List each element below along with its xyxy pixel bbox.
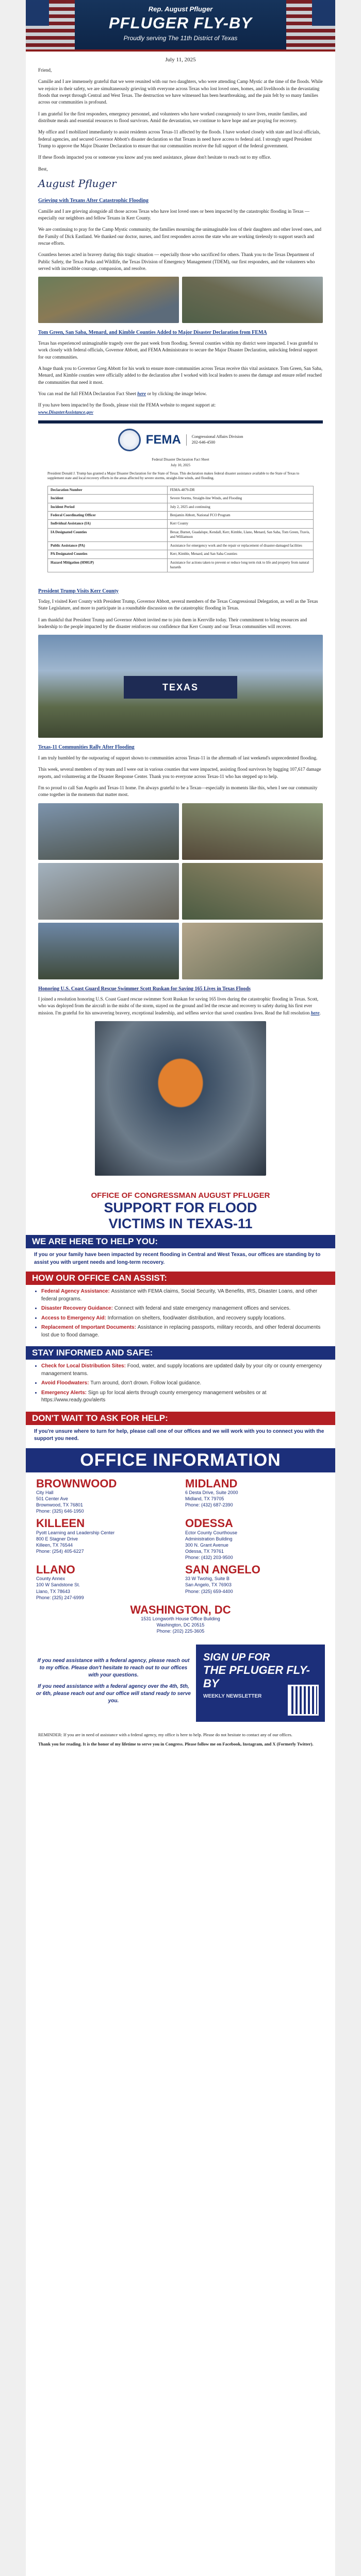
list-item-label: Check for Local Distribution Sites: [41, 1363, 127, 1369]
fema-visit-text: If you have been impacted by the floods, please visit the FEMA website to request support at: [38, 402, 216, 408]
fema-table-row [48, 512, 314, 520]
fema-table-row [48, 486, 314, 494]
coast-guard-photo [95, 1021, 266, 1176]
community-photo [182, 863, 323, 920]
newsletter-header [26, 0, 335, 52]
section-paragraph: I joined a resolution honoring U.S. Coast Guard rescue swimmer Scott Ruskan for saving 165 lives during the catastrophic flooding in Texas. Scott, who was deployed from the aircraft in the midst of the storm, stayed on the ground and led the rescue and recovery to safety during his first ever mission. I'm grateful for his unwavering bravery, exceptional leadership, and selfless service that saved countless lives. Read the full resolution here. [38, 996, 321, 1015]
office-card [36, 1604, 325, 1635]
header-subtitle: Proudly serving The 11th District of Texas [123, 35, 238, 42]
section-paragraph: Countless heroes acted in bravery during this tragic situation — especially those who sacrificed for others. Thank you to the Texas Department of Public Safety, the Texas Parks and Wildlife, the Texas Division of Emergency Management (TDEM), our first responders, and the volunteers who served with incredible courage, compassion, and resolve. [38, 252, 315, 272]
header-separator [26, 49, 335, 52]
office-city: WASHINGTON, DC [130, 1603, 231, 1616]
office-address: 33 W Twohig, Suite B San Angelo, TX 76903 Phone: (325) 659-4400 [185, 1576, 233, 1594]
fema-intro: President Donald J. Trump has granted a Major Disaster Declaration for the State of Texas. This declaration makes federal disaster assistance available to the State of Texas to supplement state and local recovery efforts in the areas affected by severe storms, straight-line winds, and flooding. [47, 471, 300, 481]
office-address: 6 Desta Drive, Suite 2000 Midland, TX 79705 Phone: (432) 687-2390 [185, 1489, 238, 1508]
fema-name: FEMA [145, 432, 181, 447]
list-item-label: Federal Agency Assistance: [41, 1289, 111, 1295]
list-item-text: Turn around, don't drown. Follow local guidance. [90, 1380, 202, 1386]
fema-row-value: Assistance for emergency work and the repair or replacement of disaster-damaged facilities [167, 541, 313, 550]
fema-office-phone: 202-646-4500 [191, 439, 216, 445]
signature: August Pfluger [38, 177, 117, 190]
list-item [41, 1305, 327, 1313]
letter-paragraph: If these floods impacted you or someone you know and you need assistance, please don't hesitate to reach out to my office. [38, 155, 271, 160]
section-paragraph: I am truly humbled by the outpouring of support shown to communities across Texas-11 in the aftermath of last weekend's unprecedented flooding. [38, 755, 318, 760]
fact-sheet-link[interactable]: here [137, 391, 146, 396]
community-photo [38, 803, 179, 860]
list-item-text: Sign up for local alerts through county emergency management websites or at https://www.ready.gov/alerts [41, 1389, 267, 1403]
closing-text: If you need assistance with a federal agency over the 4th, 5th, or 6th, please reach out and our office will stand ready to serve you. [36, 1684, 191, 1704]
flyer-office-of: OFFICE OF CONGRESSMAN AUGUST PFLUGER [91, 1191, 270, 1200]
fema-row-value: Kerr County [167, 520, 313, 528]
resolution-text: I joined a resolution honoring U.S. Coast Guard rescue swimmer Scott Ruskan for saving 165 lives during the catastrophic flooding in Texas. Scott, who was deployed from the aircraft in the midst of the storm, stayed on the ground and led the rescue and recovery to safety during his first ever mission. I'm grateful for his unwavering bravery, exceptional leadership, and selfless service that saved countless lives. Read the full resolution [38, 996, 319, 1015]
fema-table-row [48, 503, 314, 511]
fema-title: Federal Disaster Declaration Fact Sheet [152, 457, 209, 462]
disaster-assistance-link[interactable]: www.DisasterAssistance.gov [38, 409, 93, 415]
community-photo-grid [38, 803, 323, 979]
newsletter-page [26, 0, 335, 2576]
community-photo [38, 863, 179, 920]
fema-row-key: Federal Coordinating Officer [48, 512, 168, 520]
section-paragraph: A huge thank you to Governor Greg Abbott for his work to ensure more communities across Texas receive this vital assistance. Tom Green, San Saba, Menard, and Kimble counties were officially added to the declaration after I worked with local leaders to assess the damage and ensure relief reached the communities that need it most. [38, 365, 323, 385]
thanks-text: Thank you for reading. It is the honor of my lifetime to serve you in Congress. Please follow me on Facebook, Instagram, and X (Formerly Twitter). [38, 1741, 314, 1747]
office-card [36, 1478, 176, 1515]
section-paragraph: I am thankful that President Trump and Governor Abbott invited me to join them in Kerrville today. Their commitment to bring resources and leadership to the people impacted by the disaster reinforces our confidence that Kerr County and our Texas communities will recover. [38, 617, 307, 630]
list-item-label: Emergency Alerts: [41, 1389, 88, 1396]
newsletter-date: July 11, 2025 [165, 57, 196, 63]
flyer-band: HOW OUR OFFICE CAN ASSIST: [26, 1272, 335, 1285]
flyer-closing [26, 1639, 335, 1727]
assist-list [26, 1285, 335, 1346]
fema-table [47, 486, 314, 572]
fema-row-key: IA Designated Counties [48, 528, 168, 541]
community-photo [182, 923, 323, 979]
flood-support-flyer [26, 1186, 335, 1727]
flyer-band: DON'T WAIT TO ASK FOR HELP: [26, 1412, 335, 1425]
list-item-text: Food, water, and supply locations are updated daily by your city or county emergency management teams. [41, 1363, 322, 1377]
office-address: Ector County Courthouse Administration Building 300 N. Grant Avenue Odessa, TX 79761 Phone: (432) 203-9500 [185, 1530, 238, 1561]
office-address: Pyott Learning and Leadership Center 800 E Stagner Drive Killeen, TX 76544 Phone: (254) 405-6227 [36, 1530, 115, 1554]
fact-sheet-text-b: or by clicking the image below. [147, 391, 207, 396]
fema-row-value: Severe Storms, Straight-line Winds, and Flooding [167, 495, 313, 503]
list-item [41, 1363, 327, 1378]
letter-closing: Best, [38, 166, 48, 172]
fema-row-value: Kerr, Kimble, Menard, and San Saba Counties [167, 550, 313, 558]
informed-list [26, 1360, 335, 1412]
office-address: 1531 Longworth House Office Building Washington, DC 20515 Phone: (202) 225-3605 [141, 1616, 220, 1634]
fema-row-key: Public Assistance (PA) [48, 541, 168, 550]
list-item-text: Information on shelters, food/water distribution, and recovery supply locations. [107, 1315, 286, 1321]
list-item [41, 1380, 327, 1387]
section-heading[interactable]: Honoring U.S. Coast Guard Rescue Swimmer Scott Ruskan for Saving 165 Lives in Texas Floods [38, 986, 251, 992]
list-item-label: Disaster Recovery Guidance: [41, 1306, 114, 1312]
newsletter-signup-button[interactable] [196, 1645, 325, 1722]
fema-table-row [48, 495, 314, 503]
photo-banner-text: TEXAS [124, 676, 238, 699]
fact-sheet-text: You can read the full FEMA Declaration Fact Sheet [38, 391, 136, 396]
flood-photo-row [38, 277, 323, 323]
list-item-label: Access to Emergency Aid: [41, 1315, 108, 1321]
fema-row-key: Individual Assistance (IA) [48, 520, 168, 528]
reminder-block [26, 1727, 335, 1754]
list-item [41, 1324, 327, 1339]
fema-table-row [48, 558, 314, 572]
section-paragraph: Camille and I are grieving alongside all those across Texas who have lost loved ones or been impacted by the catastrophic flooding in Texas — especially our neighbors and fellow Texans in Kerr County. [38, 208, 310, 221]
flyer-wait-text: If you're unsure where to turn for help, please call one of our offices and we will work with you to connect you with the support you need. [34, 1428, 324, 1442]
community-photo [182, 803, 323, 860]
community-photo [38, 923, 179, 979]
office-city: BROWNWOOD [36, 1477, 117, 1490]
list-item [41, 1315, 327, 1323]
signup-line: SIGN UP FOR [203, 1652, 270, 1664]
office-city: KILLEEN [36, 1517, 85, 1530]
closing-text: If you need assistance with a federal agency, please reach out to my office. Please don't hesitate to reach out to our offices with your questions. [37, 1658, 190, 1679]
list-item [41, 1288, 327, 1303]
dhs-seal-icon [118, 429, 141, 451]
fema-fact-sheet-image[interactable] [38, 420, 323, 582]
letter-greeting: Friend, [38, 67, 52, 73]
flyer-closing-message [36, 1657, 191, 1709]
fema-row-value: Assistance for actions taken to prevent or reduce long term risk to life and property from natural hazards [167, 558, 313, 572]
letter-paragraph: I am grateful for the first responders, emergency personnel, and volunteers who have worked courageously to save lives, reunite families, and distribute meals and essential resources to flood survivors. Amid the devastation, we continue to have hope and are praying for recovery. [38, 111, 307, 124]
list-item [41, 1389, 327, 1404]
fema-table-row [48, 541, 314, 550]
fema-logo [47, 429, 314, 451]
section-paragraph: I'm so proud to call San Angelo and Texas-11 home. I'm always grateful to be a Texan—especially in moments like this, when I see our community come together in the moments that matter most. [38, 785, 318, 798]
office-address: County Annex 100 W Sandstone St. Llano, TX 78643 Phone: (325) 247-6999 [36, 1576, 84, 1600]
list-item-label: Avoid Floodwaters: [41, 1380, 91, 1386]
fema-row-key: Incident Period [48, 503, 168, 511]
office-city: MIDLAND [185, 1477, 238, 1490]
section-heading[interactable]: Texas-11 Communities Rally After Flooding [38, 744, 135, 751]
fema-row-key: Declaration Number [48, 486, 168, 494]
fema-table-row [48, 520, 314, 528]
flyer-band: WE ARE HERE TO HELP YOU: [26, 1235, 335, 1248]
section-paragraph: Today, I visited Kerr County with President Trump, Governor Abbott, several members of the Texas Congressional Delegation, as well as the Texas State Legislature, and more to participate in a roundtable discussion on the catastrophic flooding in Texas. [38, 599, 318, 611]
section-heading[interactable]: Grieving with Texans After Catastrophic Flooding [38, 198, 149, 204]
section-paragraph: We are continuing to pray for the Camp Mystic community, the families mourning the unimaginable loss of their daughters and other loved ones, and the Family of Dick Eastland. We thanked our doctor, nurses, and first responders across the state who are working tirelessly to support search and rescue efforts. [38, 227, 322, 246]
office-card [185, 1478, 325, 1515]
letter-paragraph: My office and I mobilized immediately to assist residents across Texas-11 affected by the floods. I have worked closely with state and local officials, federal agencies, and secured Governor Abbott's disaster declaration so that Texans in need have access to federal aid. I strongly urged President Trump to approve the Major Disaster Declaration to ensure that our communities receive the full support of the federal government. [38, 129, 321, 149]
qr-code-icon [288, 1685, 319, 1716]
signup-line: WEEKLY NEWSLETTER [203, 1693, 262, 1700]
letter-body [26, 67, 335, 1176]
office-card [36, 1564, 176, 1601]
fema-row-value: Bexar, Burnet, Guadalupe, Kendall, Kerr, Kimble, Llano, Menard, San Saba, Tom Green, Travis, and Williamson [167, 528, 313, 541]
section-paragraph [38, 391, 323, 397]
fema-office [186, 434, 243, 446]
office-city: LLANO [36, 1563, 75, 1577]
fema-row-value: Benjamin Abbott, National FCO Program [167, 512, 313, 520]
fema-row-value: FEMA-4879-DR [167, 486, 313, 494]
office-city: SAN ANGELO [185, 1563, 260, 1577]
resolution-link[interactable]: here [310, 1010, 320, 1015]
signup-line: THE PFLUGER FLY-BY [203, 1664, 310, 1690]
list-item-label: Replacement of Important Documents: [41, 1325, 138, 1331]
header-title: PFLUGER FLY-BY [108, 14, 253, 32]
reminder-text: REMINDER: If you are in need of assistance with a federal agency, my office is here to help. Please do not hesitate to contact any of our offices. [38, 1732, 292, 1738]
letter-paragraph: Camille and I are immensely grateful that we were reunited with our two daughters, who were attending Camp Mystic at the time of the floods. While we rejoice in their safety, we are simultaneously grieving with everyone across Texas who lost loved ones, homes, and livelihoods in the devastating floods that swept through Central and West Texas. The destruction we have witnessed has been heartbreaking, and the pain felt by so many families across our communities is profound. [38, 79, 323, 105]
section-paragraph [38, 402, 323, 416]
flyer-band: STAY INFORMED AND SAFE: [26, 1346, 335, 1360]
fema-date: July 10, 2025 [171, 463, 190, 468]
flood-photo [38, 277, 179, 323]
section-paragraph: This week, several members of my team and I were out in various counties that were impacted, assisting flood survivors by bagging 107,617 damage reports, and volunteering at the Disaster Response Center. Thank you to everyone across Texas-11 who has stepped up to help. [38, 767, 321, 779]
section-heading[interactable]: President Trump Visits Kerr County [38, 588, 119, 594]
flood-photo [182, 277, 323, 323]
office-info-title: OFFICE INFORMATION [26, 1448, 335, 1472]
section-paragraph: Texas has experienced unimaginable tragedy over the past week from flooding. Several counties within my district were impacted. I was grateful to work closely with federal officials, Governor Abbott, and FEMA Administrator to secure the Major Disaster Declaration, unlocking federal support for our communities. [38, 340, 318, 360]
list-item-text: Assistance in replacing passports, military records, and other federal documents lost due to flood damage. [41, 1325, 321, 1338]
section-heading[interactable]: Tom Green, San Saba, Menard, and Kimble Counties Added to Major Disaster Declaration from FEMA [38, 330, 267, 336]
flyer-title-block [26, 1186, 335, 1235]
flyer-title-line: SUPPORT FOR FLOOD [104, 1200, 257, 1216]
office-city: ODESSA [185, 1517, 233, 1530]
fema-row-key: Hazard Mitigation (HMGP) [48, 558, 168, 572]
fema-table-row [48, 528, 314, 541]
office-list [26, 1472, 335, 1640]
flyer-title-line: VICTIMS IN TEXAS-11 [108, 1216, 253, 1232]
office-card [185, 1564, 325, 1601]
header-rep-name: Rep. August Pfluger [148, 5, 213, 13]
list-item-text: Assistance with FEMA claims, Social Security, VA Benefits, IRS, Disaster Loans, and other federal programs. [41, 1289, 318, 1302]
office-address: City Hall 501 Center Ave Brownwood, TX 76801 Phone: (325) 646-1950 [36, 1489, 84, 1514]
office-card [36, 1517, 176, 1561]
fema-row-value: July 2, 2025 and continuing [167, 503, 313, 511]
flyer-help-text: If you or your family have been impacted by recent flooding in Central and West Texas, our offices are standing by to assist you with urgent needs and long-term recovery. [34, 1252, 321, 1265]
list-item-text: Connect with federal and state emergency management offices and services. [114, 1306, 291, 1312]
fema-table-row [48, 550, 314, 558]
office-card [185, 1517, 325, 1561]
fema-office-name: Congressional Affairs Division [191, 434, 243, 439]
fema-row-key: Incident [48, 495, 168, 503]
kerr-county-visit-photo [38, 635, 323, 738]
fema-row-key: PA Designated Counties [48, 550, 168, 558]
